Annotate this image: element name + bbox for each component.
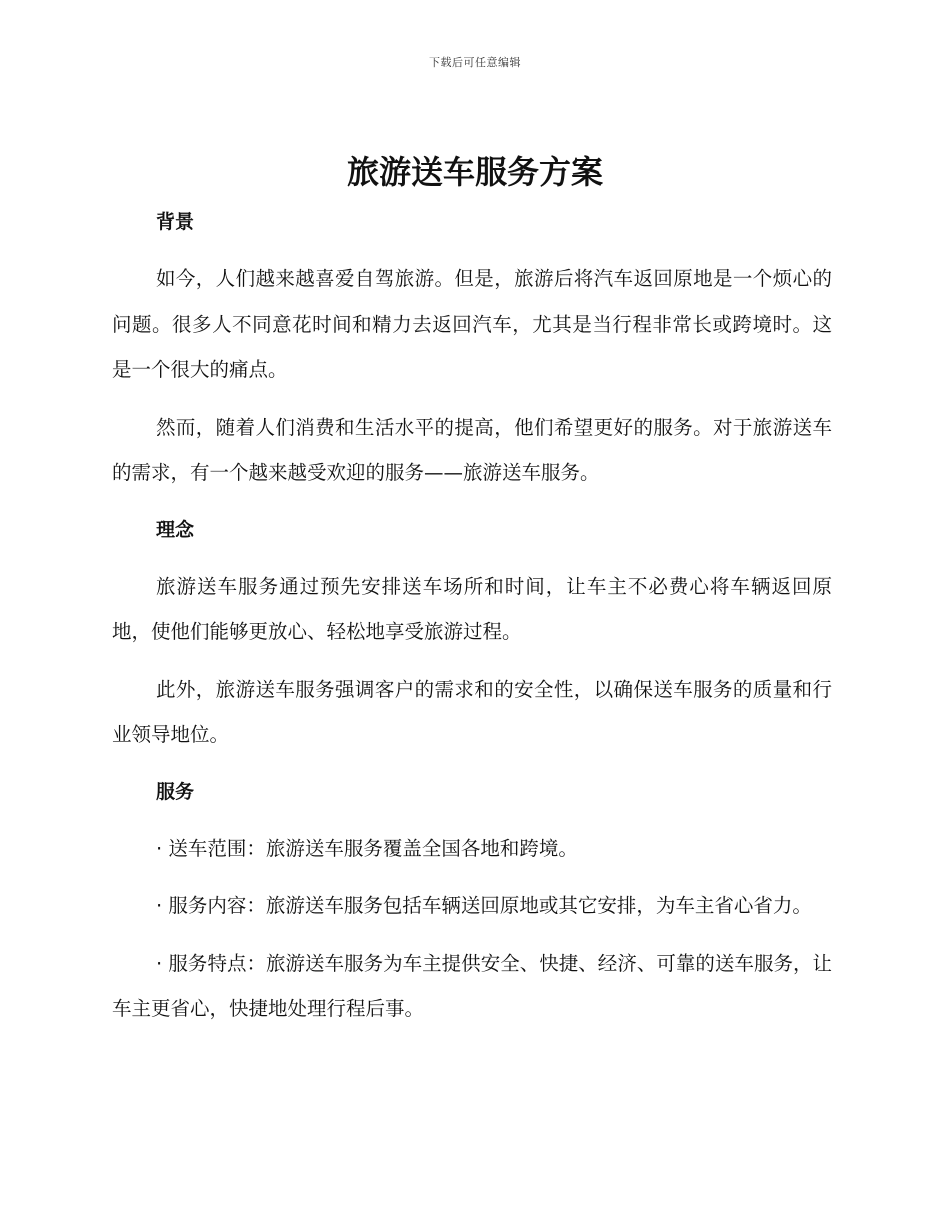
section-heading: 背景 [156,211,195,233]
bullet-item: · 服务内容：旅游送车服务包括车辆送回原地或其它安排，为车主省心省力。 [156,894,812,917]
section-background [112,200,832,496]
paragraph: 如今，人们越来越喜爱自驾旅游。但是，旅游后将汽车返回原地是一个烦心的问题。很多人不同意花时间和精力去返回汽车，尤其是当行程非常长或跨境时。这是一个很大的痛点。 [112,267,832,381]
document-body [112,200,832,1032]
section-services [112,770,832,1032]
page-header-note: 下载后可任意编辑 [429,56,521,69]
paragraph: 旅游送车服务通过预先安排送车场所和时间，让车主不必费心将车辆返回原地，使他们能够更放心、轻松地享受旅游过程。 [112,574,832,643]
section-concept [112,508,832,758]
paragraph: 然而，随着人们消费和生活水平的提高，他们希望更好的服务。对于旅游送车的需求，有一个越来越受欢迎的服务——旅游送车服务。 [112,415,832,484]
section-heading: 理念 [156,518,195,541]
section-heading: 服务 [156,780,195,803]
document-title: 旅游送车服务方案 [346,153,603,191]
bullet-item: · 服务特点：旅游送车服务为车主提供安全、快捷、经济、可靠的送车服务，让车主更省心，快捷地处理行程后事。 [112,951,832,1020]
paragraph: 此外，旅游送车服务强调客户的需求和的安全性，以确保送车服务的质量和行业领导地位。 [112,677,832,746]
bullet-item: · 送车范围：旅游送车服务覆盖全国各地和跨境。 [156,836,578,860]
